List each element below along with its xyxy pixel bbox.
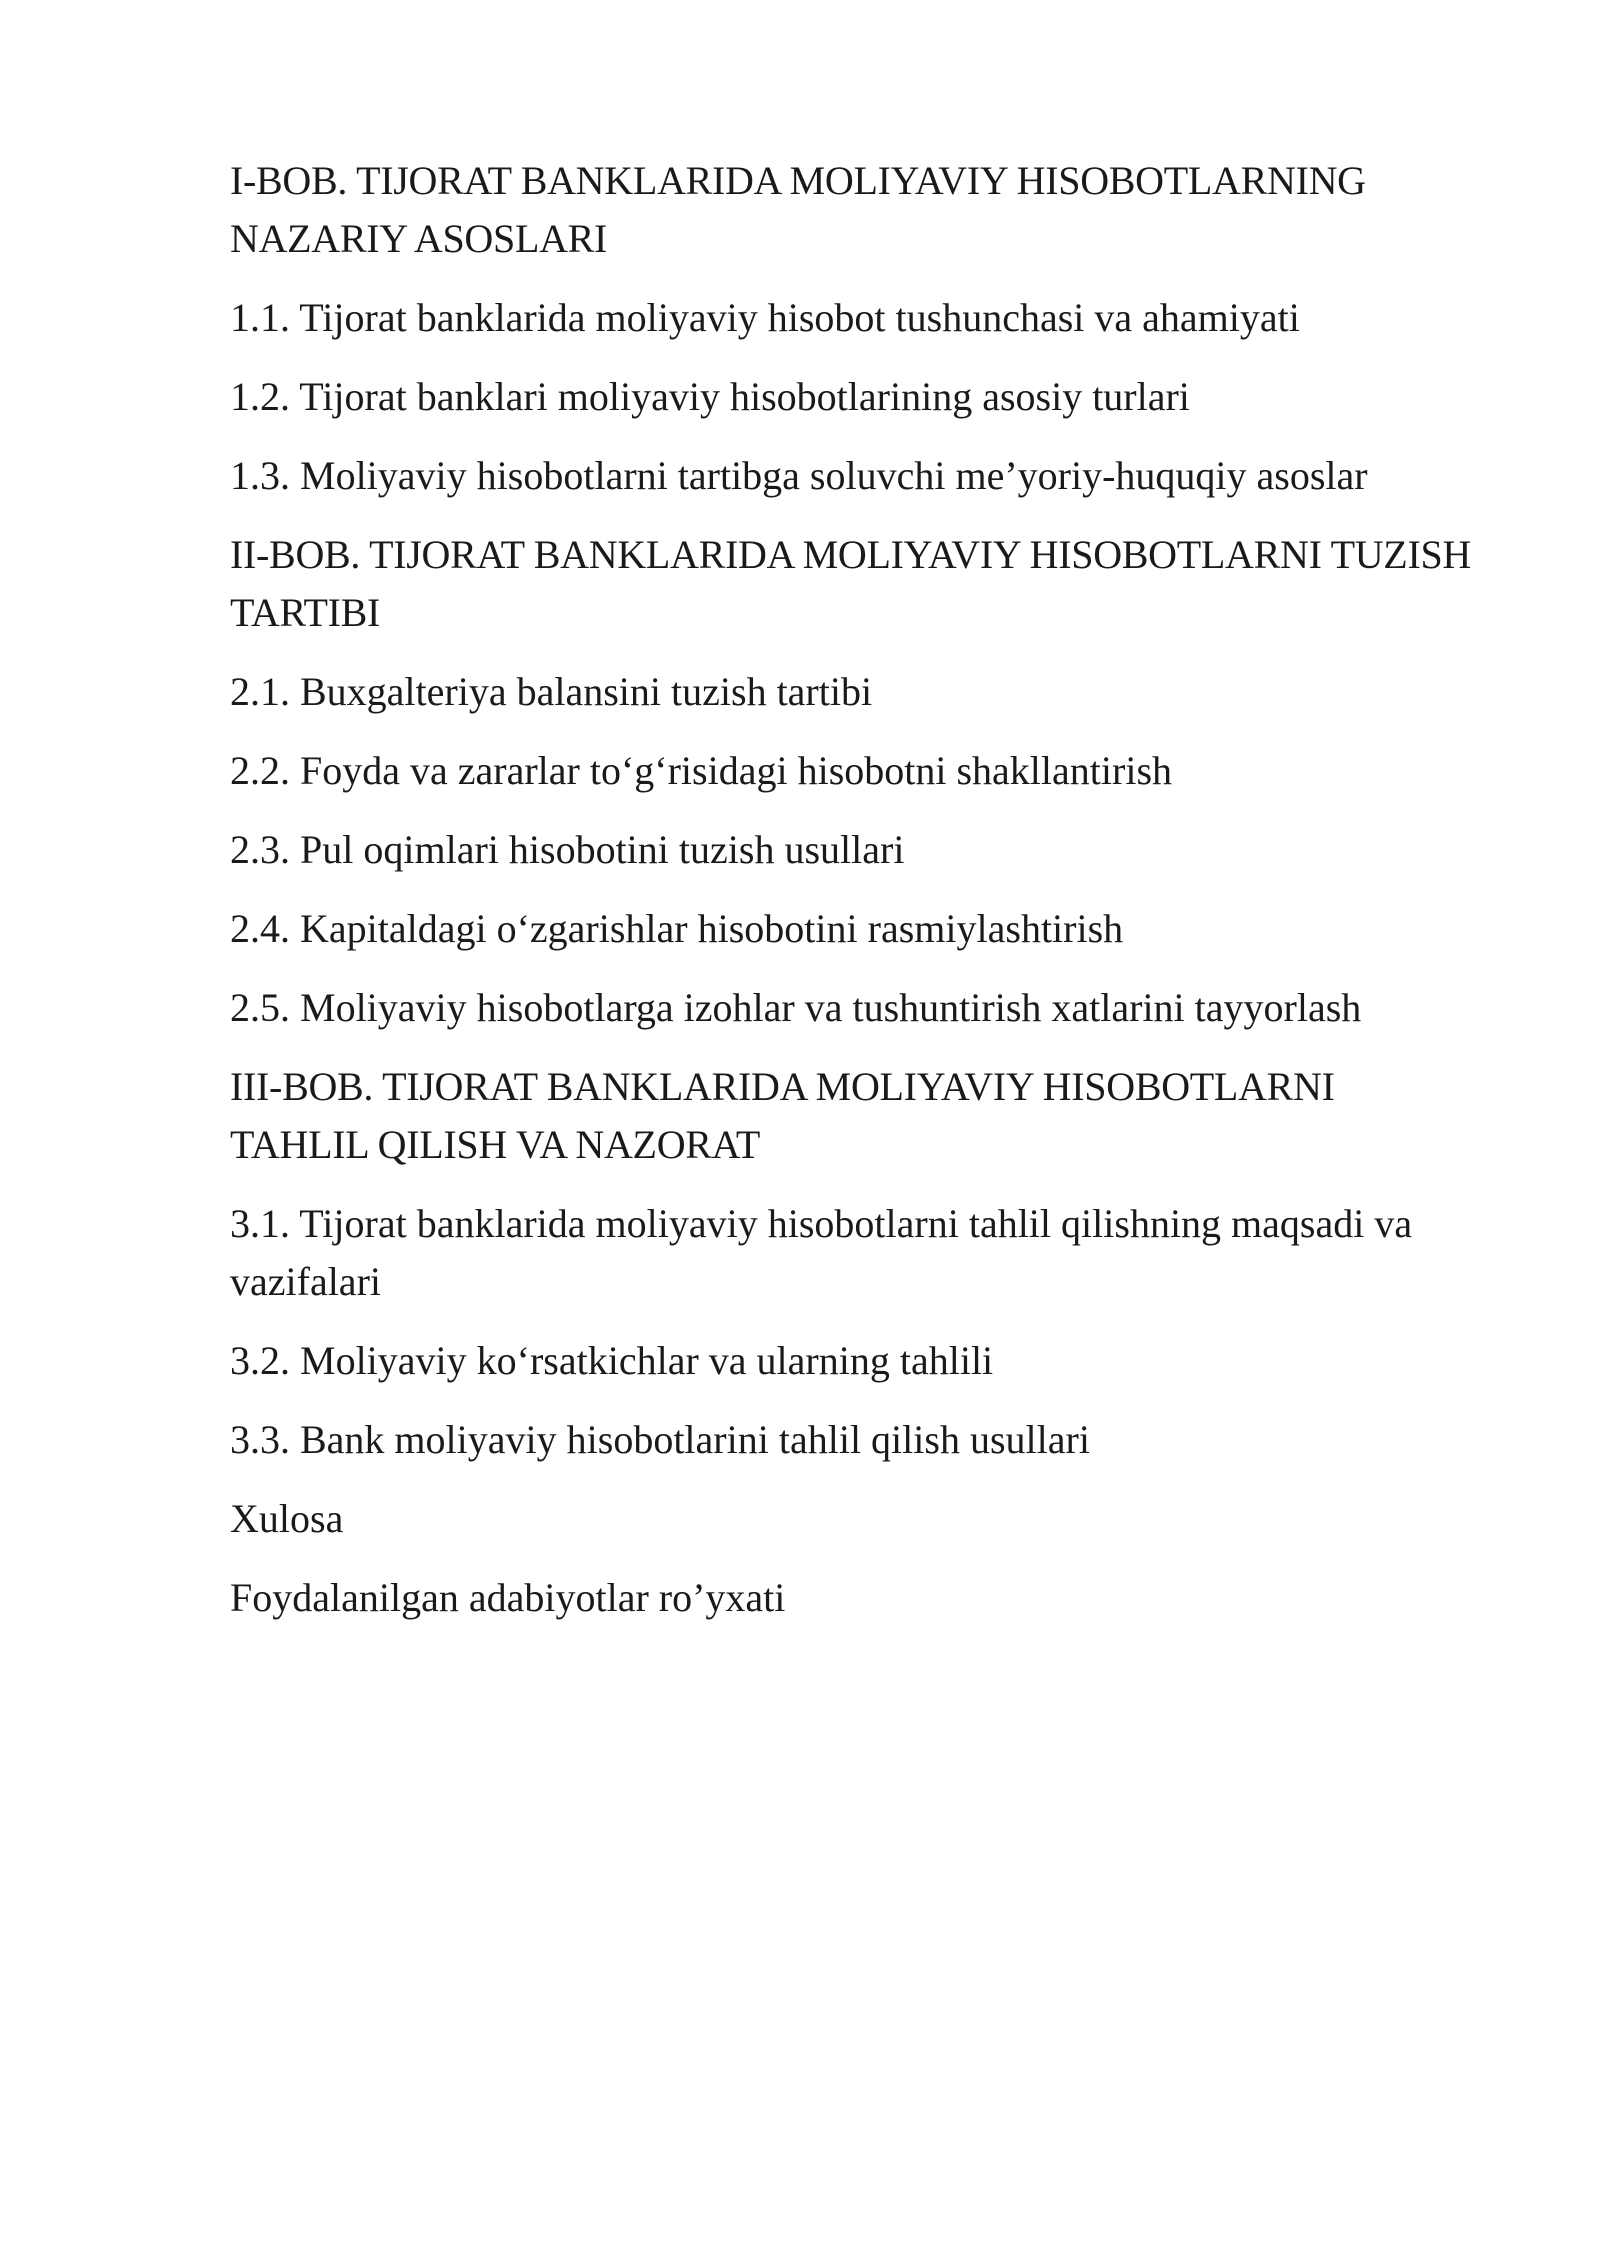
section-1-2: 1.2. Tijorat banklari moliyaviy hisobotlarining asosiy turlari [230,374,1190,419]
section-2-3: 2.3. Pul oqimlari hisobotini tuzish usullari [230,827,905,872]
chapter-heading-3: III-BOB. TIJORAT BANKLARIDA MOLIYAVIY HISOBOTLARNI TAHLIL QILISH VA NAZORAT [230,1064,1335,1167]
chapter-heading-1: I-BOB. TIJORAT BANKLARIDA MOLIYAVIY HISOBOTLARNING NAZARIY ASOSLARI [230,158,1366,261]
section-2-4: 2.4. Kapitaldagi o‘zgarishlar hisobotini rasmiylashtirish [230,906,1124,951]
section-2-2: 2.2. Foyda va zararlar to‘g‘risidagi hisobotni shakllantirish [230,748,1173,793]
conclusion-entry: Xulosa [230,1496,344,1541]
chapter-heading-2: II-BOB. TIJORAT BANKLARIDA MOLIYAVIY HISOBOTLARNI TUZISH TARTIBI [230,532,1471,635]
section-3-1: 3.1. Tijorat banklarida moliyaviy hisobotlarni tahlil qilishning maqsadi va vazifalari [230,1201,1413,1304]
section-2-1: 2.1. Buxgalteriya balansini tuzish tartibi [230,669,873,714]
section-2-5: 2.5. Moliyaviy hisobotlarga izohlar va tushuntirish xatlarini tayyorlash [230,985,1362,1030]
section-3-2: 3.2. Moliyaviy ko‘rsatkichlar va ularning tahlili [230,1338,994,1383]
references-entry: Foydalanilgan adabiyotlar ro’yxati [230,1575,786,1620]
section-1-3: 1.3. Moliyaviy hisobotlarni tartibga soluvchi me’yoriy-huquqiy asoslar [230,453,1368,498]
section-3-3: 3.3. Bank moliyaviy hisobotlarini tahlil qilish usullari [230,1417,1090,1462]
section-1-1: 1.1. Tijorat banklarida moliyaviy hisobot tushunchasi va ahamiyati [230,295,1300,340]
table-of-contents [230,152,1480,1648]
